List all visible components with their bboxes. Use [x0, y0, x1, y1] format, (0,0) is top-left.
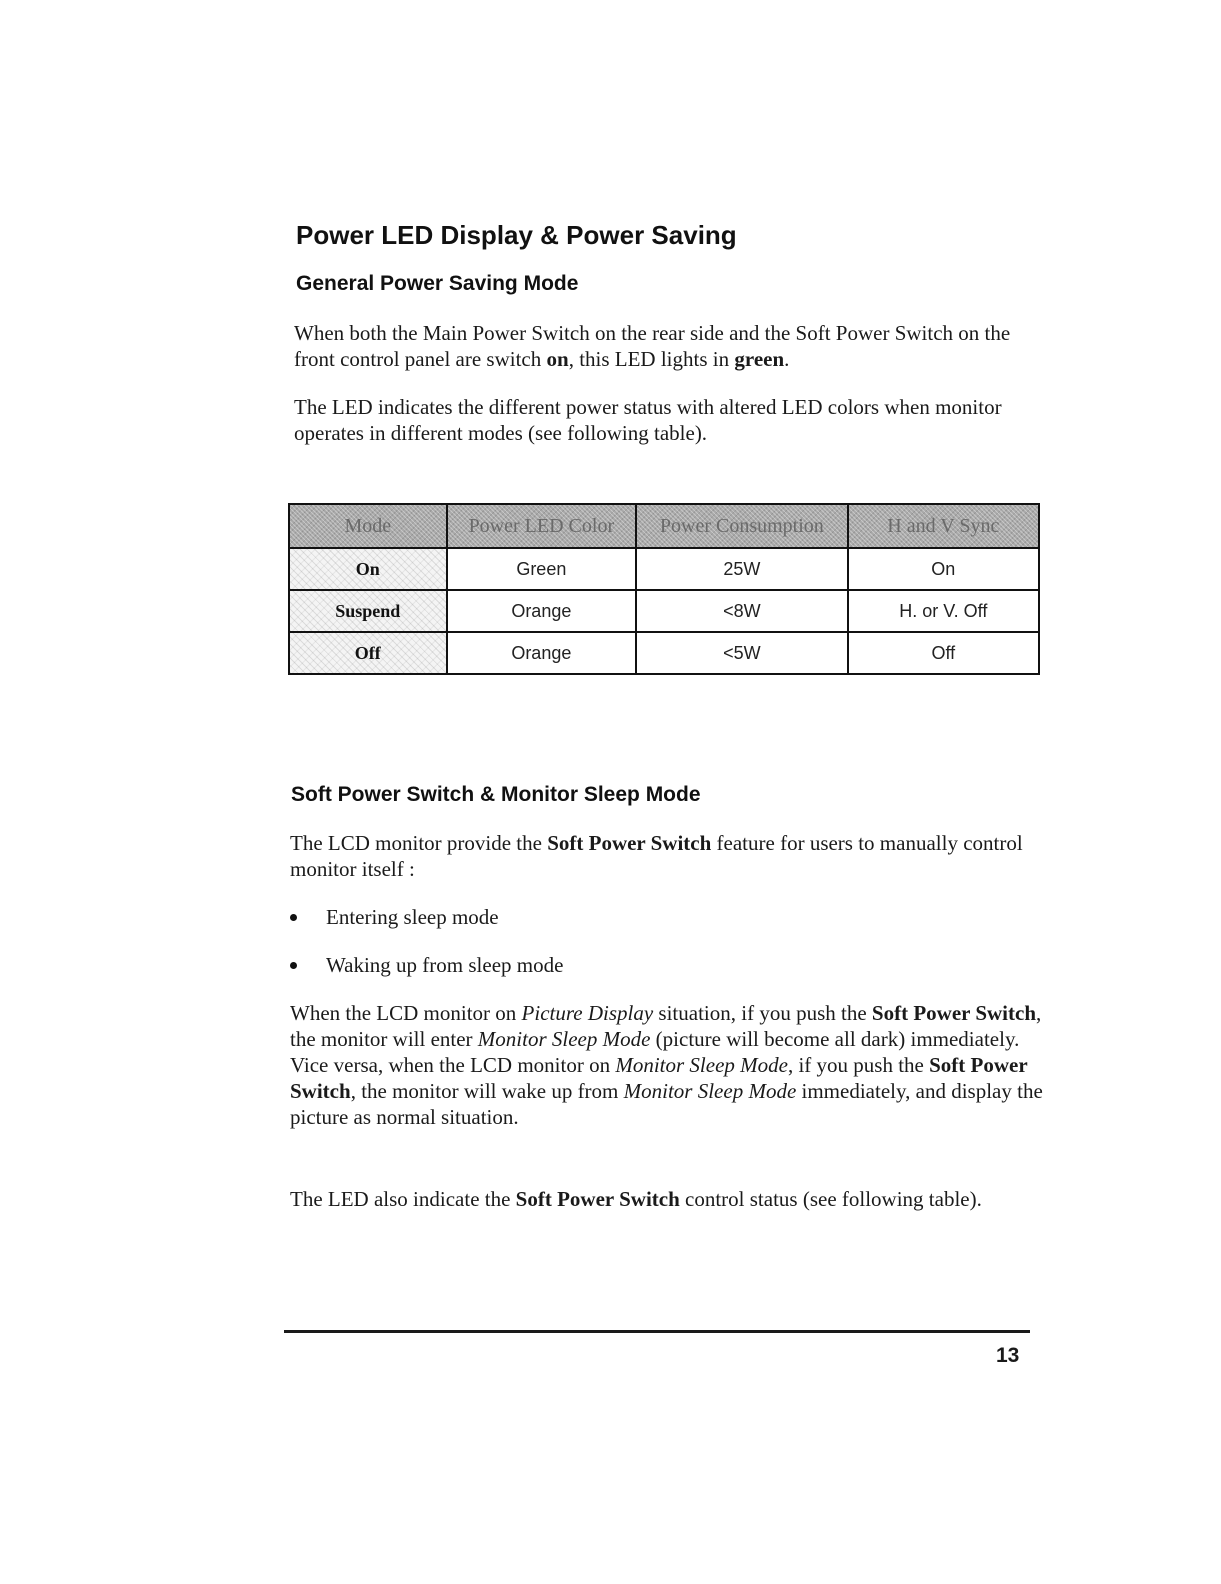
power-mode-table [288, 503, 1040, 675]
table-row [289, 632, 1039, 674]
soft-intro-paragraph: The LCD monitor provide the Soft Power Switch feature for users to manually control monitor itself : [290, 831, 1023, 881]
cell-power: <8W [636, 590, 848, 632]
cell-led-color: Orange [447, 632, 636, 674]
list-item: Entering sleep mode [288, 902, 563, 950]
bullet-icon [290, 914, 297, 921]
table-header-row [289, 504, 1039, 548]
cell-sync: H. or V. Off [848, 590, 1039, 632]
table-row [289, 548, 1039, 590]
general-power-saving-subheading: General Power Saving Mode [296, 272, 579, 295]
cell-led-color: Green [447, 548, 636, 590]
soft-outro-paragraph: The LED also indicate the Soft Power Switch control status (see following table). [290, 1187, 982, 1211]
bullet-icon [290, 962, 297, 969]
header-mode: Mode [289, 504, 447, 548]
cell-sync: On [848, 548, 1039, 590]
sleep-mode-bullet-list [288, 902, 563, 998]
page-heading: Power LED Display & Power Saving [296, 220, 737, 250]
cell-mode: On [289, 548, 447, 590]
page-number: 13 [996, 1344, 1020, 1367]
cell-mode: Suspend [289, 590, 447, 632]
header-h-v-sync: H and V Sync [848, 504, 1039, 548]
soft-power-subheading: Soft Power Switch & Monitor Sleep Mode [291, 783, 701, 806]
header-power-consumption: Power Consumption [636, 504, 848, 548]
cell-led-color: Orange [447, 590, 636, 632]
list-item: Waking up from sleep mode [288, 950, 563, 998]
general-paragraph-2: The LED indicates the different power status with altered LED colors when monitor operates in different modes (see following table). [294, 395, 1002, 445]
table-row [289, 590, 1039, 632]
soft-power-paragraph: When the LCD monitor on Picture Display situation, if you push the Soft Power Switch, the monitor will enter Monitor Sleep Mode (picture will become all dark) immediately. Vice versa, when the LCD monitor on Monitor Sleep Mode, if you push the Soft Power Switch, the monitor will wake up from Monitor Sleep Mode immediately, and display the picture as normal situation. [290, 1001, 1043, 1129]
cell-power: <5W [636, 632, 848, 674]
header-power-led-color: Power LED Color [447, 504, 636, 548]
cell-mode: Off [289, 632, 447, 674]
cell-power: 25W [636, 548, 848, 590]
cell-sync: Off [848, 632, 1039, 674]
general-paragraph-1: When both the Main Power Switch on the rear side and the Soft Power Switch on the front control panel are switch on, this LED lights in green. [294, 321, 1011, 371]
footer-rule [284, 1330, 1030, 1333]
